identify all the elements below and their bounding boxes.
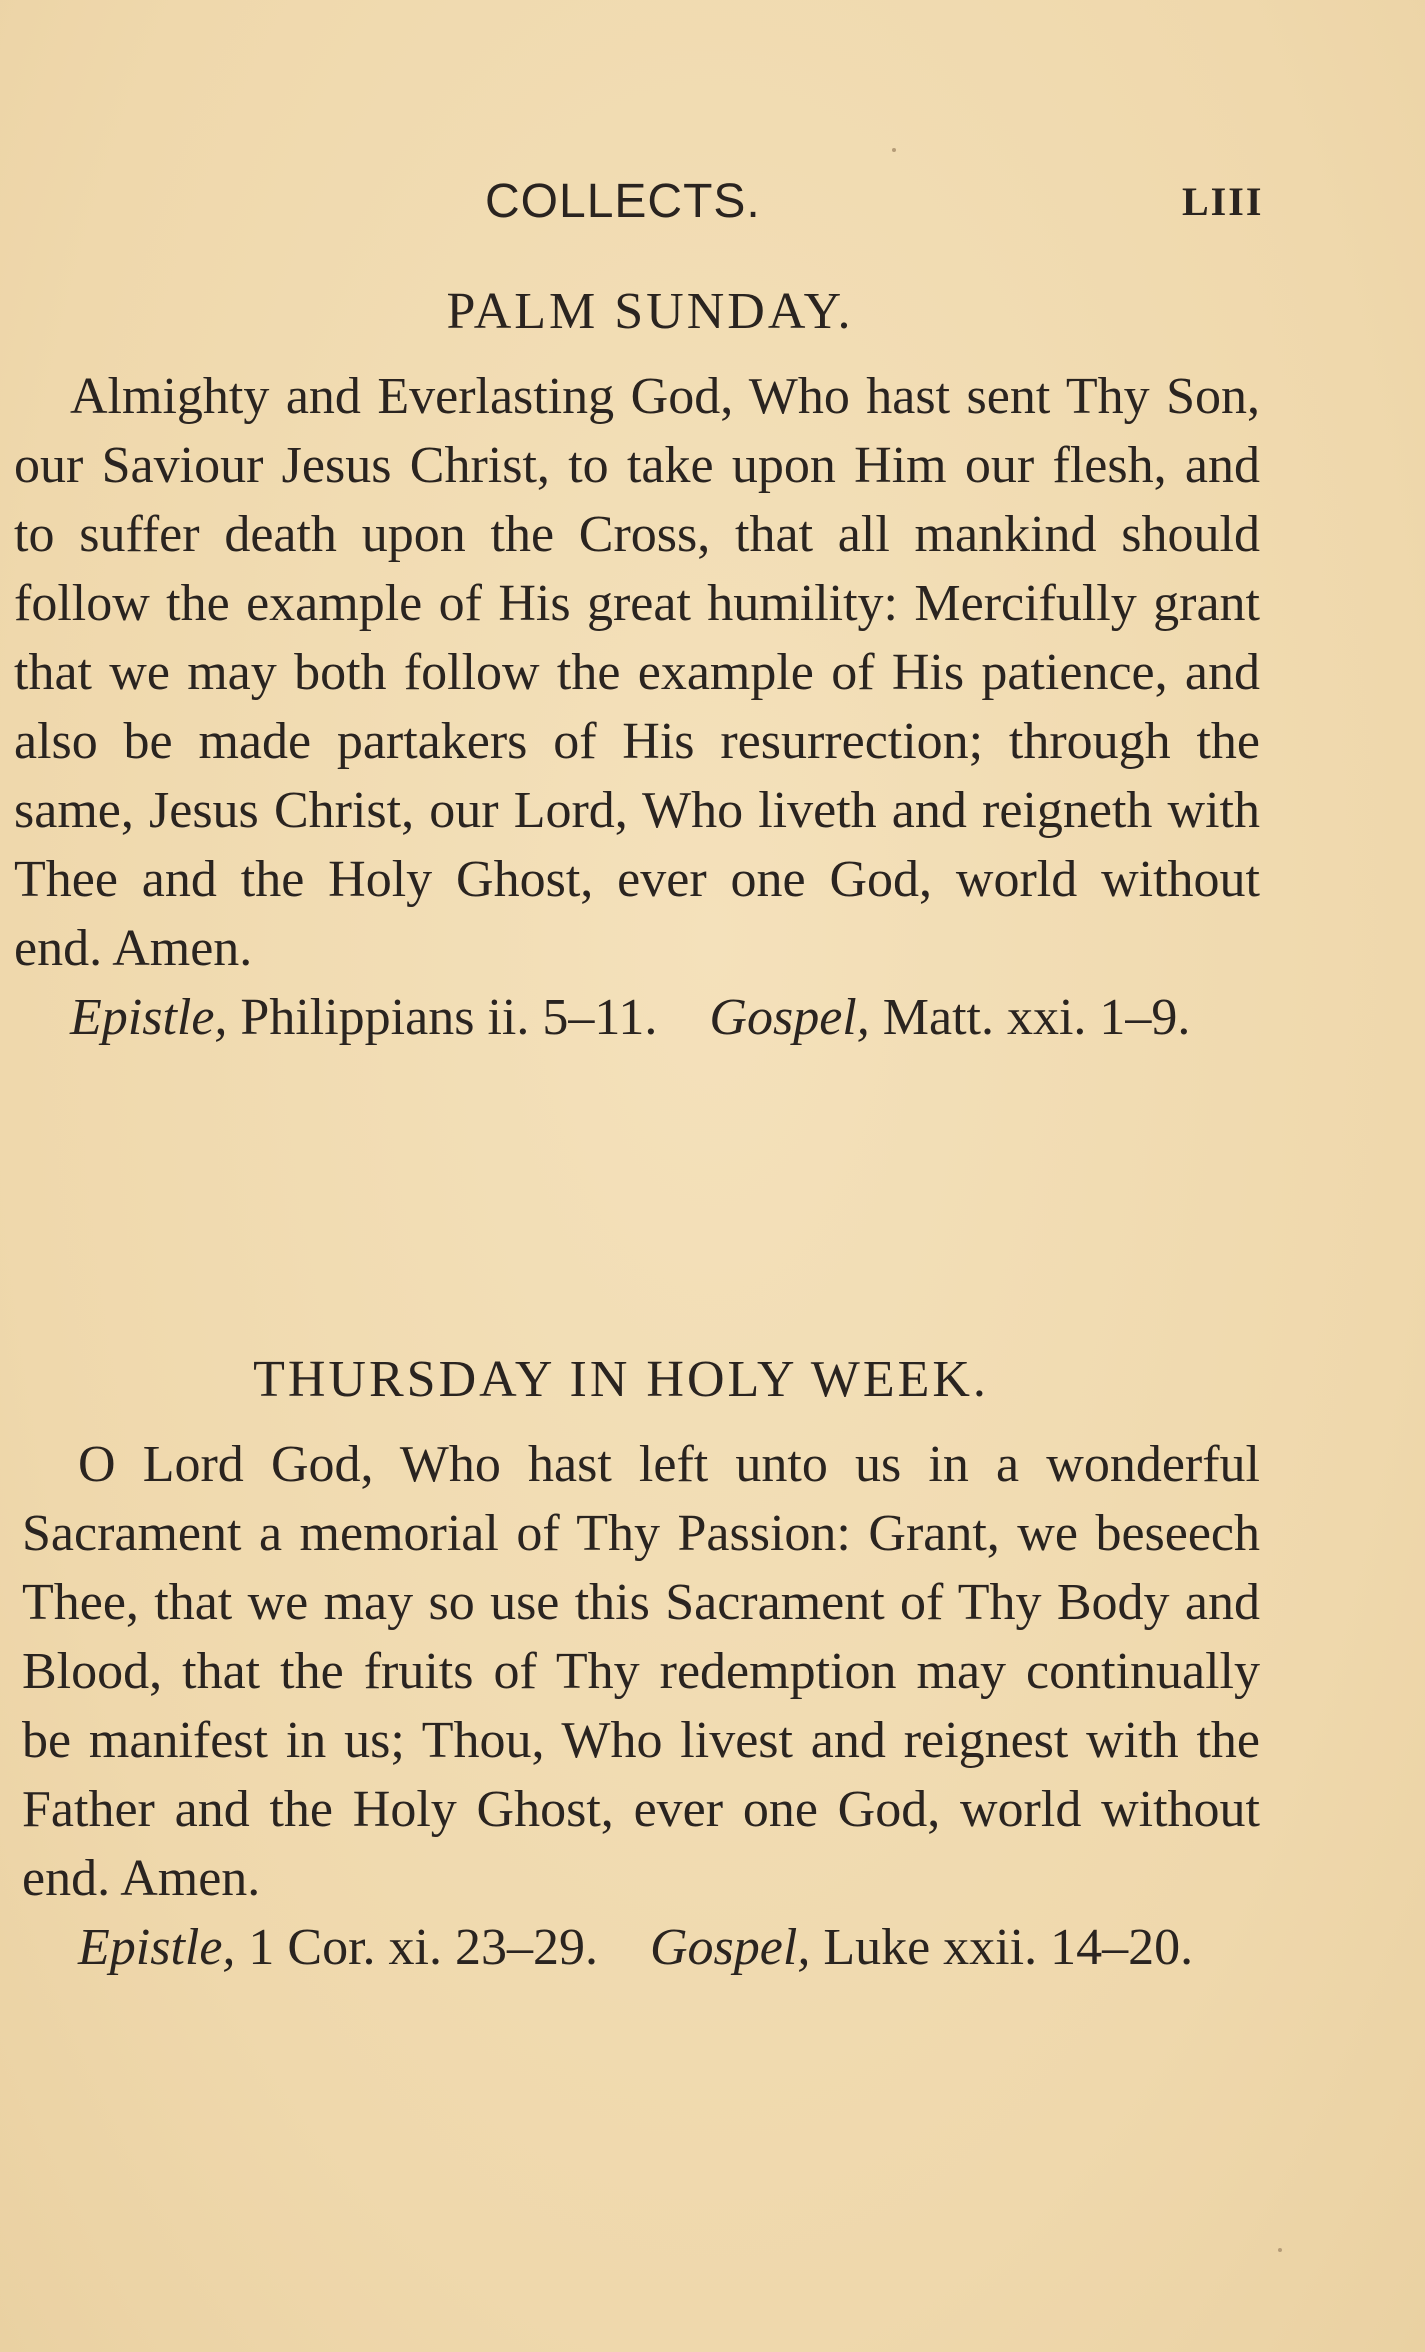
section-heading: PALM SUNDAY. <box>446 283 854 340</box>
running-head <box>0 172 1425 232</box>
gospel-label: Gospel, <box>650 1919 811 1976</box>
epistle-label: Epistle, <box>78 1919 236 1976</box>
gospel-reference: Luke xxii. 14–20. <box>823 1919 1194 1976</box>
running-title: COLLECTS. <box>485 175 761 228</box>
paper-speck <box>892 148 896 152</box>
paper-speck <box>1278 2248 1282 2252</box>
collect-text: O Lord God, Who hast left unto us in a wonderful Sacrament a memorial of Thy Passion: Grant, we beseech Thee, that we may so use this Sacrament of Thy Body and Blood, that the fruits of Thy redemption may continually be manifest in us; Thou, Who livest and reignest with the Father and the Holy Ghost, ever one God, world without end. Amen. <box>22 1436 1260 1907</box>
readings <box>22 1913 1260 1982</box>
epistle-label: Epistle, <box>70 989 228 1046</box>
section-thursday-holy-week <box>22 1340 1260 1982</box>
collect-text: Almighty and Everlasting God, Who hast sent Thy Son, our Saviour Jesus Christ, to take upon Him our flesh, and to suffer death upon the Cross, that all mankind should follow the example of His great humility: Mercifully grant that we may both follow the example of His patience, and also be made partakers of His resurrection; through the same, Jesus Christ, our Lord, Who liveth and reigneth with Thee and the Holy Ghost, ever one God, world without end. Amen. <box>14 368 1260 977</box>
readings <box>14 983 1260 1052</box>
epistle-reference: 1 Cor. xi. 23–29. <box>248 1919 598 1976</box>
section-palm-sunday <box>14 272 1260 1052</box>
epistle-reference: Philippians ii. 5–11. <box>240 989 658 1046</box>
gospel-reference: Matt. xxi. 1–9. <box>882 989 1191 1046</box>
section-heading: THURSDAY IN HOLY WEEK. <box>253 1351 989 1408</box>
gospel-label: Gospel, <box>709 989 870 1046</box>
page-number: LIII <box>1182 179 1264 224</box>
